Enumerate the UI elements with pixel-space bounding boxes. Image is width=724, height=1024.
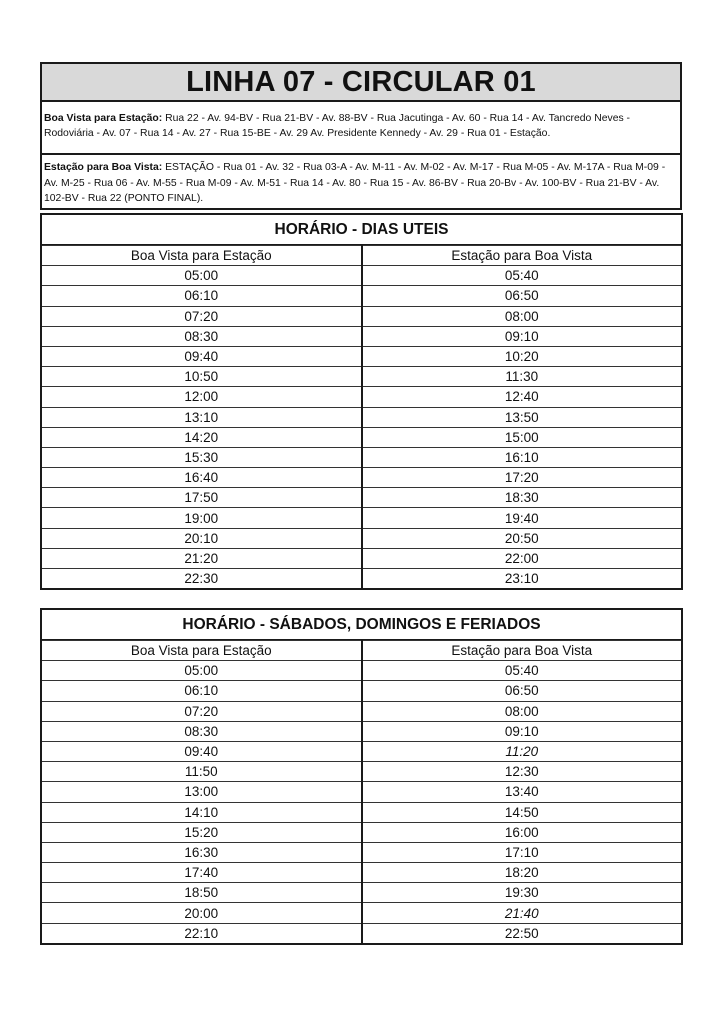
departure-estacao: 22:50 — [362, 923, 682, 943]
departure-boa-vista: 16:40 — [42, 468, 362, 488]
table-row — [42, 923, 681, 943]
table-row — [42, 326, 681, 346]
departure-estacao: 05:40 — [362, 266, 682, 286]
column-header-boa-vista-to-estacao: Boa Vista para Estação — [42, 246, 362, 266]
table-row — [42, 822, 681, 842]
departure-estacao: 23:10 — [362, 569, 682, 589]
departure-boa-vista: 05:00 — [42, 661, 362, 681]
table-row — [42, 721, 681, 741]
table-row — [42, 488, 681, 508]
departure-estacao: 16:10 — [362, 447, 682, 467]
departure-boa-vista: 08:30 — [42, 326, 362, 346]
departure-estacao: 08:00 — [362, 701, 682, 721]
column-header-boa-vista-to-estacao: Boa Vista para Estação — [42, 641, 362, 661]
table-row — [42, 447, 681, 467]
departure-boa-vista: 22:10 — [42, 923, 362, 943]
departure-estacao: 16:00 — [362, 822, 682, 842]
schedule-title: HORÁRIO - DIAS UTEIS — [42, 215, 681, 245]
route-boa-vista-to-estacao — [42, 102, 680, 153]
departure-boa-vista: 13:00 — [42, 782, 362, 802]
table-row — [42, 903, 681, 923]
departure-boa-vista: 05:00 — [42, 266, 362, 286]
departure-estacao: 17:20 — [362, 468, 682, 488]
table-row — [42, 762, 681, 782]
table-row — [42, 548, 681, 568]
table-row — [42, 782, 681, 802]
table-row — [42, 266, 681, 286]
departure-boa-vista: 14:20 — [42, 427, 362, 447]
departure-boa-vista: 15:30 — [42, 447, 362, 467]
departure-boa-vista: 19:00 — [42, 508, 362, 528]
departure-boa-vista: 16:30 — [42, 842, 362, 862]
schedule-table — [42, 245, 681, 588]
departure-boa-vista: 06:10 — [42, 681, 362, 701]
table-row — [42, 306, 681, 326]
route-label: Boa Vista para Estação: — [44, 113, 163, 124]
departure-estacao: 15:00 — [362, 427, 682, 447]
departure-estacao: 13:50 — [362, 407, 682, 427]
departure-boa-vista: 14:10 — [42, 802, 362, 822]
departure-boa-vista: 17:40 — [42, 863, 362, 883]
departure-estacao: 14:50 — [362, 802, 682, 822]
departure-boa-vista: 12:00 — [42, 387, 362, 407]
departure-estacao: 06:50 — [362, 681, 682, 701]
departure-boa-vista: 21:20 — [42, 548, 362, 568]
departure-boa-vista: 20:00 — [42, 903, 362, 923]
schedule-weekends-holidays — [40, 608, 683, 945]
departure-boa-vista: 10:50 — [42, 367, 362, 387]
departure-boa-vista: 17:50 — [42, 488, 362, 508]
table-row — [42, 661, 681, 681]
schedule-weekdays — [40, 213, 683, 590]
table-row — [42, 863, 681, 883]
departure-estacao: 09:10 — [362, 326, 682, 346]
schedule-title: HORÁRIO - SÁBADOS, DOMINGOS E FERIADOS — [42, 610, 681, 640]
column-header-row — [42, 641, 681, 661]
table-row — [42, 346, 681, 366]
table-row — [42, 681, 681, 701]
departure-boa-vista: 09:40 — [42, 741, 362, 761]
table-row — [42, 427, 681, 447]
column-header-row — [42, 246, 681, 266]
departure-boa-vista: 07:20 — [42, 701, 362, 721]
table-row — [42, 367, 681, 387]
departure-estacao: 13:40 — [362, 782, 682, 802]
table-row — [42, 802, 681, 822]
departure-estacao: 22:00 — [362, 548, 682, 568]
departure-estacao: 12:40 — [362, 387, 682, 407]
table-row — [42, 569, 681, 589]
departure-boa-vista: 11:50 — [42, 762, 362, 782]
departure-boa-vista: 06:10 — [42, 286, 362, 306]
route-label: Estação para Boa Vista: — [44, 162, 163, 174]
departure-estacao: 18:30 — [362, 488, 682, 508]
departure-estacao: 11:20 — [362, 741, 682, 761]
departure-estacao: 17:10 — [362, 842, 682, 862]
departure-boa-vista: 07:20 — [42, 306, 362, 326]
route-estacao-to-boa-vista — [42, 153, 680, 208]
table-row — [42, 883, 681, 903]
table-row — [42, 508, 681, 528]
column-header-estacao-to-boa-vista: Estação para Boa Vista — [362, 641, 682, 661]
page-title: LINHA 07 - CIRCULAR 01 — [42, 64, 680, 102]
line-header — [40, 62, 682, 210]
table-row — [42, 286, 681, 306]
departure-estacao: 21:40 — [362, 903, 682, 923]
departure-boa-vista: 13:10 — [42, 407, 362, 427]
table-row — [42, 701, 681, 721]
departure-boa-vista: 09:40 — [42, 346, 362, 366]
table-row — [42, 468, 681, 488]
departure-estacao: 05:40 — [362, 661, 682, 681]
route-text: ESTAÇÃO - Rua 01 - Av. 32 - Rua 03-A - Av. M-11 - Av. M-02 - Av. M-17 - Rua M-05 - Av. M-17A - Rua M-09 - Av. M-25 - Rua 06 - Av. M-55 - Rua M-09 - Av. M-51 - Rua 14 - Av. 80 - Rua 15 - Av. 86-BV - Rua 20-Bv - Av. 100-BV - Rua 21-BV - Av. 102-BV - Rua 22 (PONTO FINAL). — [44, 162, 666, 204]
departure-estacao: 19:40 — [362, 508, 682, 528]
departure-estacao: 12:30 — [362, 762, 682, 782]
departure-estacao: 19:30 — [362, 883, 682, 903]
table-row — [42, 842, 681, 862]
departure-estacao: 18:20 — [362, 863, 682, 883]
table-row — [42, 407, 681, 427]
departure-estacao: 10:20 — [362, 346, 682, 366]
column-header-estacao-to-boa-vista: Estação para Boa Vista — [362, 246, 682, 266]
departure-boa-vista: 22:30 — [42, 569, 362, 589]
departure-boa-vista: 08:30 — [42, 721, 362, 741]
departure-estacao: 11:30 — [362, 367, 682, 387]
schedule-table — [42, 640, 681, 943]
departure-estacao: 20:50 — [362, 528, 682, 548]
departure-boa-vista: 20:10 — [42, 528, 362, 548]
table-row — [42, 387, 681, 407]
table-row — [42, 528, 681, 548]
departure-estacao: 06:50 — [362, 286, 682, 306]
departure-estacao: 09:10 — [362, 721, 682, 741]
departure-boa-vista: 18:50 — [42, 883, 362, 903]
table-row — [42, 741, 681, 761]
departure-estacao: 08:00 — [362, 306, 682, 326]
departure-boa-vista: 15:20 — [42, 822, 362, 842]
route-text: Rua 22 - Av. 94-BV - Rua 21-BV - Av. 88-BV - Rua Jacutinga - Av. 60 - Rua 14 - Av. Tancredo Neves - Rodoviária - Av. 07 - Rua 14 - Av. 27 - Rua 15-BE - Av. 29 Av. Presidente Kennedy - Av. 29 - Rua 01 - Estação. — [44, 113, 631, 140]
